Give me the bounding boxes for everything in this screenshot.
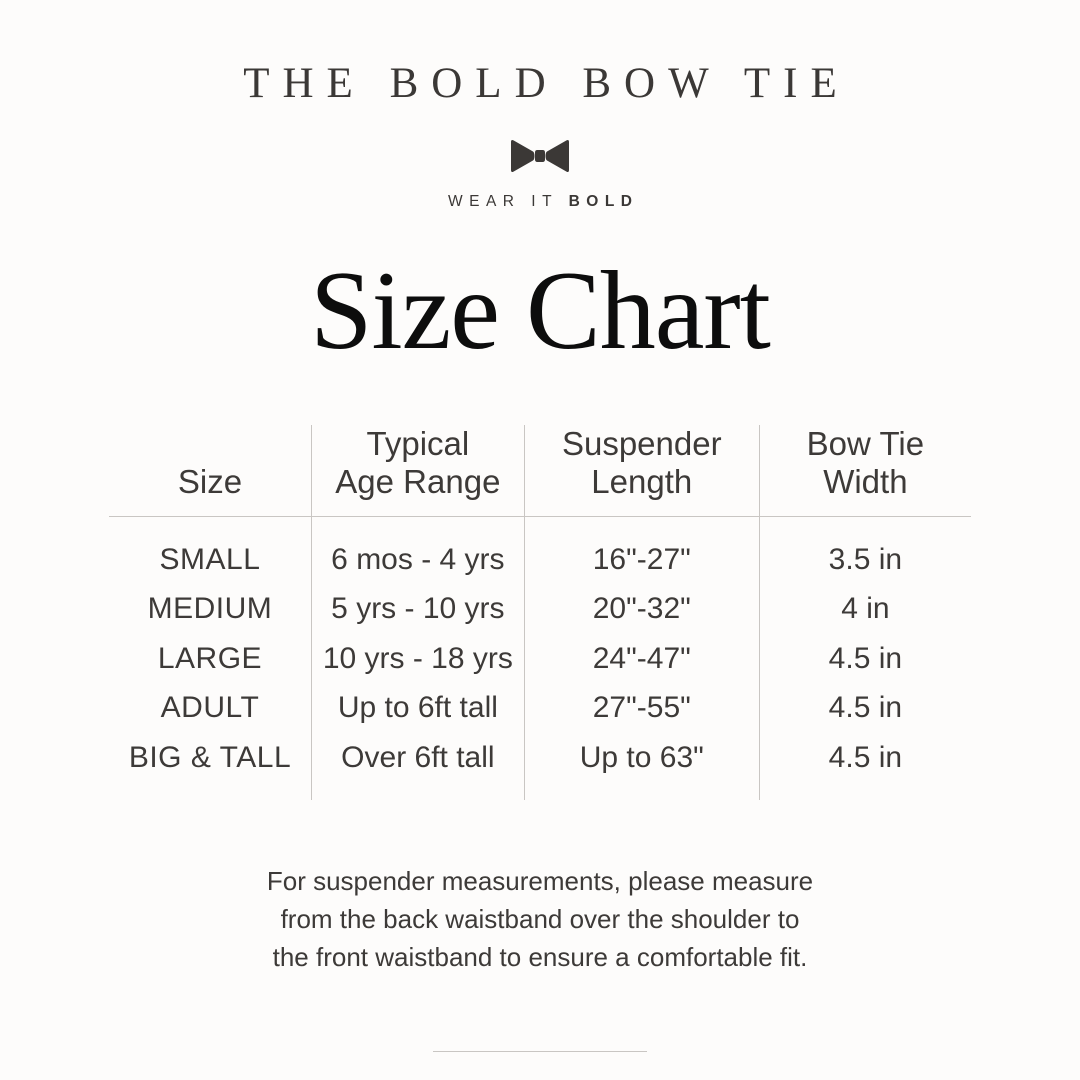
- column-header-age-range: [311, 425, 524, 516]
- cell-suspender-length: 16"-27": [524, 516, 759, 584]
- column-header-size-line2: Size: [177, 463, 243, 501]
- cell-bow-tie-width: 4 in: [759, 584, 971, 634]
- cell-age-range: 6 mos - 4 yrs: [311, 516, 524, 584]
- table-row: [109, 634, 971, 684]
- cell-size: BIG & TALL: [128, 740, 292, 774]
- cell-bow-tie-width: 3.5 in: [759, 516, 971, 584]
- cell-age-range: 5 yrs - 10 yrs: [311, 584, 524, 634]
- table-header: [109, 425, 971, 516]
- cell-size: MEDIUM: [147, 592, 273, 626]
- cell-bow-tie-width: 4.5 in: [759, 683, 971, 733]
- column-header-bow-tie-width: [759, 425, 971, 516]
- cell-suspender-length: 20"-32": [524, 584, 759, 634]
- column-header-suspender-length-line2: Length: [591, 463, 693, 501]
- footnote-line-3: the front waistband to ensure a comfortable fit.: [272, 942, 808, 973]
- bow-tie-icon: [511, 139, 569, 173]
- brand-tagline-bold: BOLD: [568, 193, 639, 210]
- table-body: [109, 516, 971, 800]
- table-row: [109, 683, 971, 733]
- table-row: [109, 584, 971, 634]
- column-header-age-range-line2: Age Range: [335, 463, 501, 501]
- table-row: [109, 516, 971, 584]
- bottom-divider: [433, 1051, 647, 1052]
- page-title: Size Chart: [310, 249, 770, 373]
- column-header-bow-tie-width-line2: Width: [823, 463, 908, 501]
- table-row: [109, 733, 971, 801]
- brand-tagline-normal: WEAR IT: [447, 193, 569, 210]
- column-header-size: [109, 425, 311, 516]
- column-header-age-range-line1: Typical: [366, 425, 470, 462]
- cell-bow-tie-width: 4.5 in: [759, 733, 971, 801]
- cell-age-range: 10 yrs - 18 yrs: [311, 634, 524, 684]
- cell-size: ADULT: [160, 691, 260, 725]
- cell-age-range: Over 6ft tall: [311, 733, 524, 801]
- table-header-row: [109, 425, 971, 516]
- column-header-suspender-length-line1: Suspender: [561, 425, 722, 462]
- cell-suspender-length: 27"-55": [524, 683, 759, 733]
- cell-size: LARGE: [157, 641, 263, 675]
- cell-suspender-length: 24"-47": [524, 634, 759, 684]
- cell-size: SMALL: [159, 542, 261, 576]
- size-table-wrapper: [109, 425, 971, 800]
- brand-tagline: [441, 193, 638, 211]
- footnote-line-2: from the back waistband over the shoulder to: [280, 904, 800, 935]
- cell-suspender-length: Up to 63": [524, 733, 759, 801]
- brand-name: THE BOLD BOW TIE: [243, 60, 850, 107]
- cell-age-range: Up to 6ft tall: [311, 683, 524, 733]
- column-header-bow-tie-width-line1: Bow Tie: [806, 425, 925, 462]
- size-table: [109, 425, 971, 800]
- footnote-line-1: For suspender measurements, please measure: [266, 866, 814, 897]
- column-header-suspender-length: [524, 425, 759, 516]
- footnote: [180, 862, 900, 977]
- cell-bow-tie-width: 4.5 in: [759, 634, 971, 684]
